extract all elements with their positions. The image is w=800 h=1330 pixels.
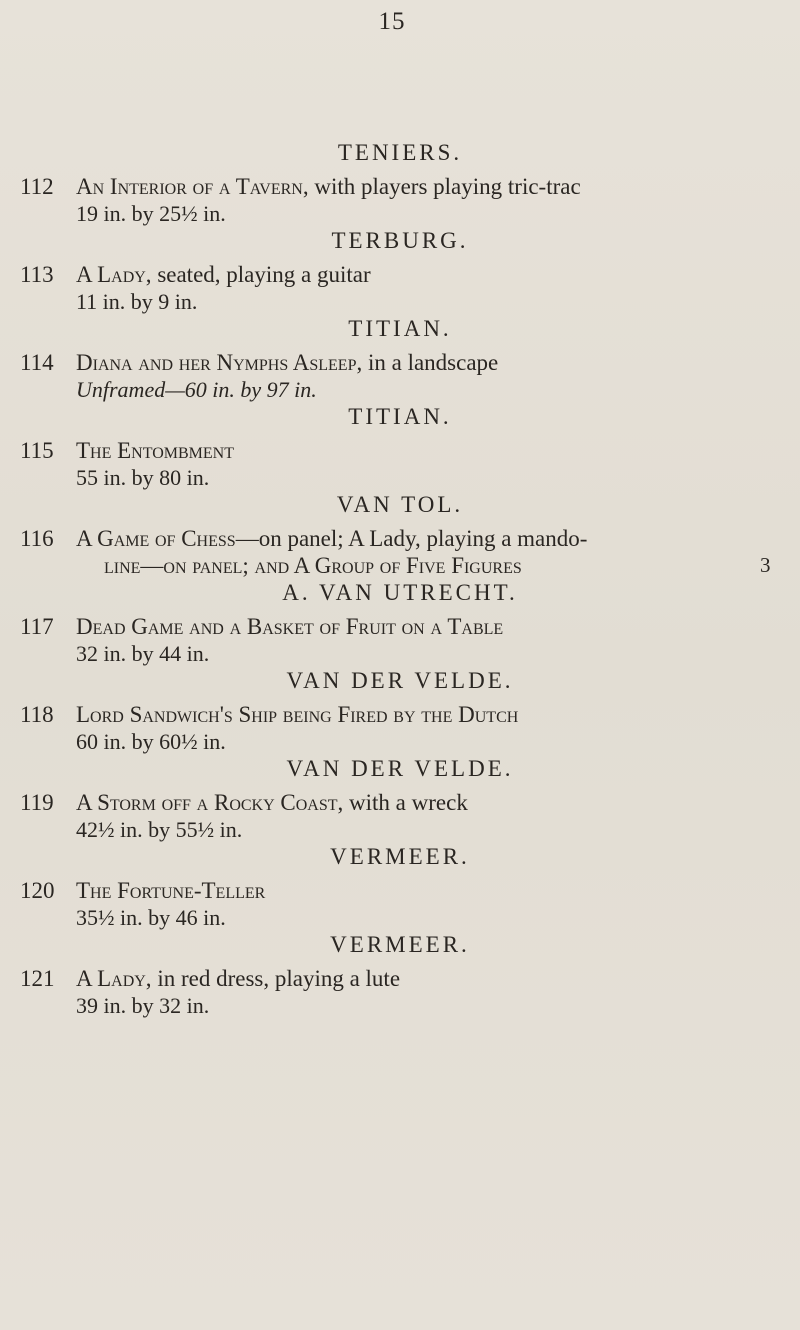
- lot-title-rest: —on panel; A Lady, playing a mando-: [235, 526, 588, 551]
- lot-title: [76, 350, 781, 375]
- lot-title-main: The Fortune-Teller: [76, 878, 266, 903]
- lot-number: 119: [20, 790, 54, 815]
- artist-name: VAN TOL.: [336, 492, 464, 517]
- lot-title: [76, 614, 781, 639]
- lot-dimensions: 39 in. by 32 in.: [76, 993, 210, 1018]
- artist-name: A. VAN UTRECHT.: [282, 580, 518, 605]
- lot-dimensions: 11 in. by 9 in.: [76, 289, 198, 314]
- lot-title-continued: line—on panel; and A Group of Five Figures: [104, 553, 522, 578]
- lot-number: 115: [20, 438, 54, 463]
- lot-title-main: A Storm off a Rocky Coast,: [76, 790, 344, 815]
- lot-title: [76, 438, 781, 463]
- lot-number: 114: [20, 350, 54, 375]
- lot-title: [76, 174, 781, 199]
- artist-name: TERBURG.: [331, 228, 469, 253]
- lot-title-main: A Lady,: [76, 966, 152, 991]
- lot-title-main: The Entombment: [76, 438, 234, 463]
- lot-title: [76, 262, 781, 287]
- lot-title-rest: in red dress, playing a lute: [151, 966, 401, 991]
- lot-dimensions: 55 in. by 80 in.: [76, 465, 210, 490]
- lot-number: 112: [20, 174, 54, 199]
- lot-title-rest: with players playing tric-trac: [308, 174, 581, 199]
- artist-name: VERMEER.: [330, 932, 470, 957]
- lot-dimensions: Unframed—60 in. by 97 in.: [76, 377, 317, 402]
- artist-name: VAN DER VELDE.: [286, 756, 514, 781]
- lot-dimensions: 60 in. by 60½ in.: [76, 729, 226, 754]
- lot-title: [76, 878, 781, 903]
- lot-title-main: A Lady,: [76, 262, 152, 287]
- lot-title: [76, 526, 781, 551]
- lot-title: [76, 966, 781, 991]
- lot-title-main: A Game of Chess: [76, 526, 236, 551]
- lot-title-rest: seated, playing a guitar: [151, 262, 371, 287]
- lot-title: [76, 702, 781, 727]
- artist-name: TITIAN.: [348, 316, 452, 341]
- page-number: 15: [378, 8, 406, 35]
- lot-number: 121: [20, 966, 55, 991]
- artist-name: VAN DER VELDE.: [286, 668, 514, 693]
- lot-title-rest: with a wreck: [343, 790, 468, 815]
- lot-dimensions: 32 in. by 44 in.: [76, 641, 210, 666]
- lot-title-rest: in a landscape: [362, 350, 499, 375]
- lot-title-main: Dead Game and a Basket of Fruit on a Table: [76, 614, 504, 639]
- lot-number: 120: [20, 878, 55, 903]
- lot-dimensions: 19 in. by 25½ in.: [76, 201, 226, 226]
- lot-title-main: An Interior of a Tavern,: [76, 174, 309, 199]
- artist-name: VERMEER.: [330, 844, 470, 869]
- artist-name: TITIAN.: [348, 404, 452, 429]
- artist-name: TENIERS.: [337, 140, 463, 165]
- lot-number: 113: [20, 262, 54, 287]
- lot-title: [76, 790, 781, 815]
- lot-number: 116: [20, 526, 54, 551]
- lot-number: 117: [20, 614, 54, 639]
- lot-title-main: Diana and her Nymphs Asleep,: [76, 350, 363, 375]
- lot-title-main: Lord Sandwich's Ship being Fired by the Dutch: [76, 702, 519, 727]
- lot-dimensions: 42½ in. by 55½ in.: [76, 817, 243, 842]
- lot-number: 118: [20, 702, 54, 727]
- lot-dimensions: 35½ in. by 46 in.: [76, 905, 226, 930]
- lot-count: 3: [760, 553, 771, 577]
